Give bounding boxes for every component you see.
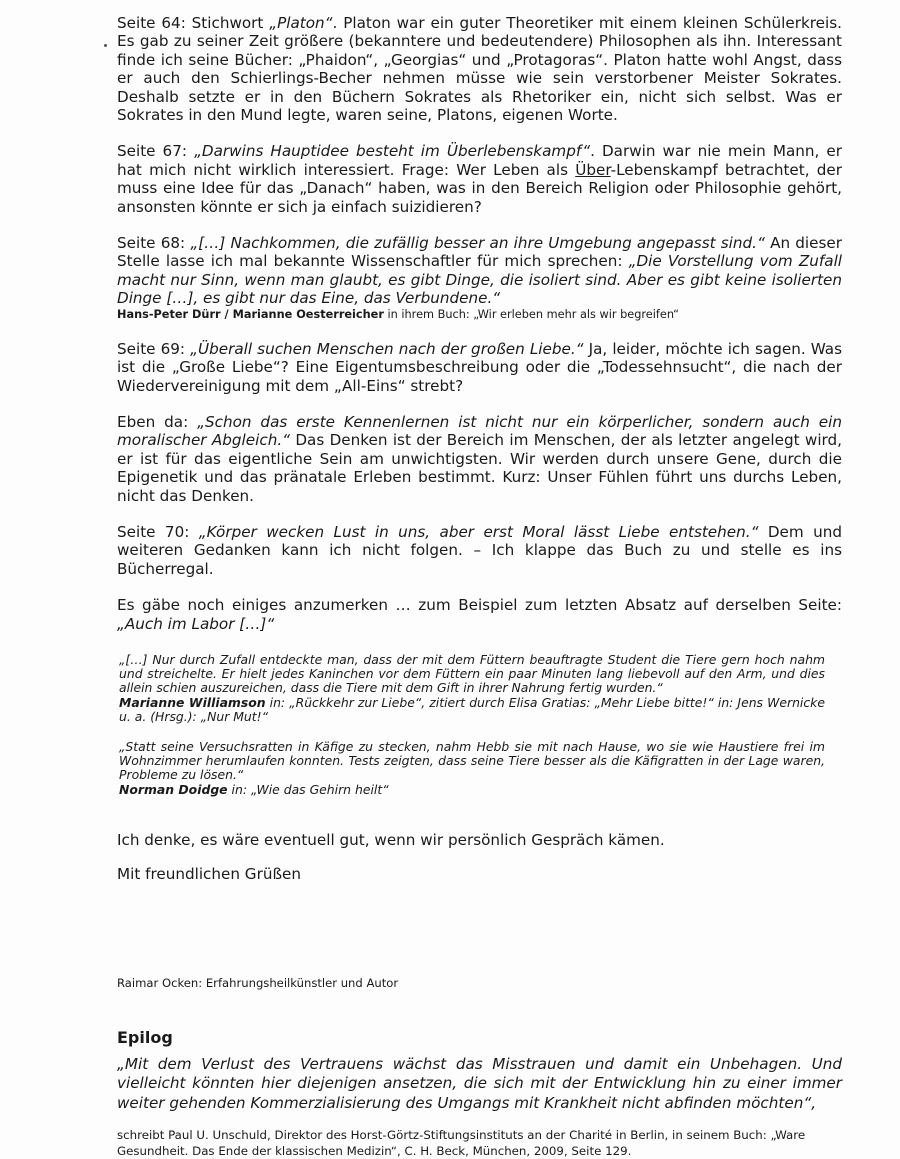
- paragraph-seite-69: Seite 69: „Überall suchen Menschen nach der großen Liebe.“ Ja, leider, möchte ich sagen. Was ist die „Große Liebe“? Eine Eigentumsbeschreibung oder die „Todessehnsucht“, die nach der Wiedervereinigung mit dem „All-Eins“ strebt?: [117, 339, 842, 395]
- paragraph-seite-64: Seite 64: Stichwort „Platon“. Platon war ein guter Theoretiker mit einem kleinen Schülerkreis. Es gab zu seiner Zeit größere (bekanntere und bedeutendere) Philosophen als ihn. Interessant finde ich seine Bücher: „Phaidon“, „Georgias“ und „Protagoras“. Platon hatte wohl Angst, dass er auch den Schierlings-Becher nehmen müsse wie sein verstorbener Meister Sokrates. Deshalb setzte er in den Büchern Sokrates als Rhetoriker ein, nicht sich selbst. Was er Sokrates in den Mund legte, waren seine, Platons, eigenen Worte.: [117, 14, 842, 125]
- greeting: Mit freundlichen Grüßen: [117, 865, 301, 884]
- epilog-source: schreibt Paul U. Unschuld, Direktor des Horst-Görtz-Stiftungsinstituts an der Charité in Berlin, in seinem Buch: „Ware Gesundheit. Das Ende der klassischen Medizin“, C. H. Beck, München, 2009, Seite 129.: [117, 1128, 806, 1159]
- epilog-heading: Epilog: [117, 1027, 173, 1047]
- scan-speck: [104, 44, 107, 47]
- paragraph-seite-67: Seite 67: „Darwins Hauptidee besteht im Überlebenskampf“. Darwin war nie mein Mann, er hat mich nicht wirklich interessiert. Frage: Wer Leben als Über-Lebenskampf betrachtet, der muss eine Idee für das „Danach“ haben, was in den Bereich Religion oder Philosophie gehört, ansonsten könnte er sich ja einfach suizidieren?: [117, 142, 842, 216]
- term-platon: „Platon“: [269, 14, 333, 32]
- paragraph-remark: Es gäbe noch einiges anzumerken … zum Beispiel zum letzten Absatz auf derselben Seite: „Auch im Labor […]“: [117, 596, 842, 633]
- epilog-quote: „Mit dem Verlust des Vertrauens wächst das Misstrauen und damit ein Unbehagen. Und vielleicht könnten hier diejenigen ansetzen, die sich mit der Entwicklung hin zu einer immer weiter gehenden Kommerzialisierung des Umgangs mit Krankheit nicht abfinden möchten“,: [117, 1054, 842, 1112]
- paragraph-seite-68: Seite 68: „[…] Nachkommen, die zufällig besser an ihre Umgebung angepasst sind.“ An dieser Stelle lasse ich mal bekannte Wissenschaftler für mich sprechen: „Die Vorstellung vom Zufall macht nur Sinn, wenn man glaubt, es gibt Dinge, die isoliert sind. Aber es gibt keine isolierten Dinge […], es gibt nur das Eine, das Verbundene.“: [117, 234, 843, 308]
- document-page: [117, 14, 842, 1159]
- paragraph-eben-da: Eben da: „Schon das erste Kennenlernen ist nicht nur ein körperlicher, sondern auch ein moralischer Abgleich.“ Das Denken ist der Bereich im Menschen, der als letzter angelegt wird, er ist für das eigentliche Sein am unwichtigsten. Wir werden durch unsere Gene, durch die Epigenetik und das pränatale Erleben bestimmt. Kurz: Unser Fühlen führt uns durchs Leben, nicht das Denken.: [117, 412, 842, 505]
- blockquote-doidge: „Statt seine Versuchsratten in Käfige zu stecken, nahm Hebb sie mit nach Hause, wo sie wie Haustiere frei im Wohnzimmer herumlaufen konnten. Tests zeigten, dass seine Tiere besser als die Käfigratten in der Lage waren, Probleme zu lösen.“ Norman Doidge in: „Wie das Gehirn heilt“: [119, 738, 825, 797]
- quote-author: Norman Doidge: [119, 781, 228, 797]
- citation-duerr: Hans-Peter Dürr / Marianne Oesterreicher in ihrem Buch: „Wir erleben mehr als wir begreifen“: [117, 307, 680, 321]
- quote-author: Marianne Williamson: [119, 694, 266, 710]
- signature: Raimar Ocken: Erfahrungsheilkünstler und Autor: [117, 975, 399, 990]
- paragraph-seite-70: Seite 70: „Körper wecken Lust in uns, aber erst Moral lässt Liebe entstehen.“ Dem und weiteren Gedanken kann ich nicht folgen. – Ich klappe das Buch zu und stelle es ins Bücherregal.: [117, 522, 842, 578]
- blockquote-williamson: „[…] Nur durch Zufall entdeckte man, dass der mit dem Füttern beauftragte Student die Tiere gern hoch nahm und streichelte. Er hielt jedes Kaninchen vor dem Füttern ein paar Minuten lang liebevoll auf den Arm, und dies allein schien auszureichen, dass die Tiere mit dem Gift in ihrer Nahrung fertig wurden.“ Marianne Williamson in: „Rückkehr zur Liebe“, zitiert durch Elisa Gratias: „Mehr Liebe bitte!“ in: Jens Wernicke u. a. (Hrsg.): „Nur Mut!“: [119, 651, 825, 724]
- closing-line: Ich denke, es wäre eventuell gut, wenn wir persönlich Gespräch kämen.: [117, 830, 665, 849]
